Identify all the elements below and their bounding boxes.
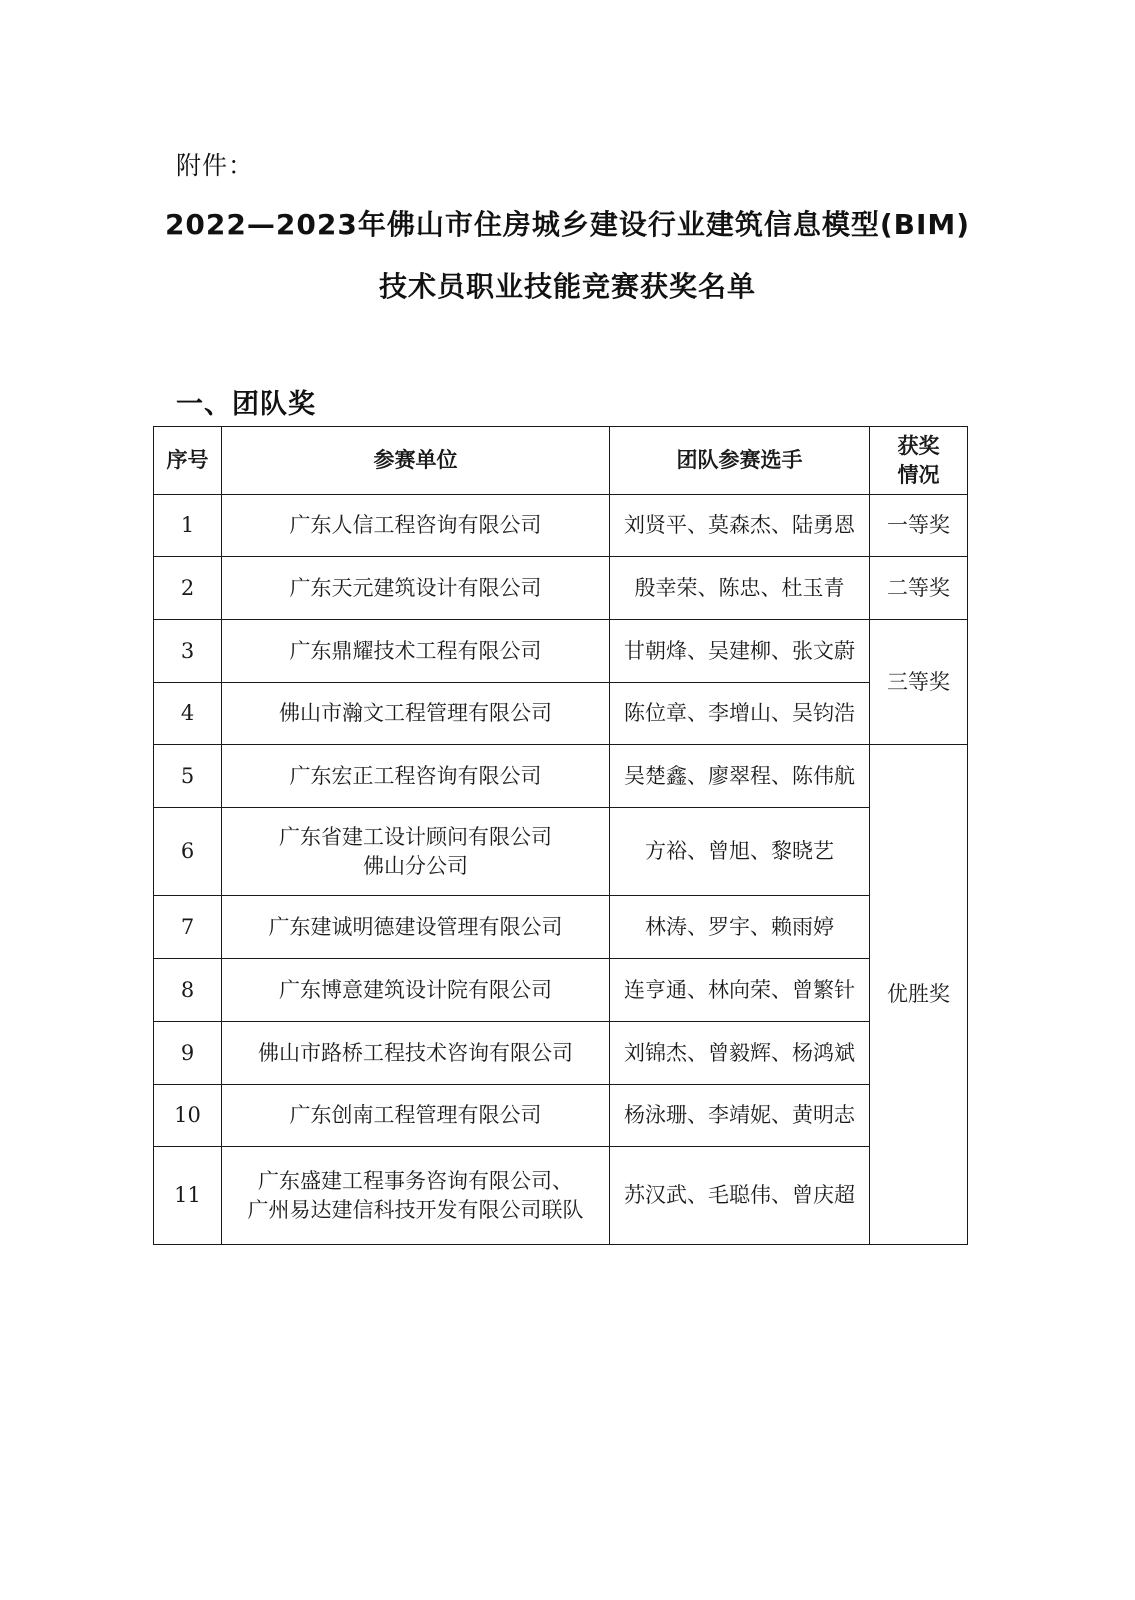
table-row xyxy=(154,959,968,1022)
row-players: 连亨通、林向荣、曾繁针 xyxy=(610,959,870,1022)
header-award-line1: 获奖 xyxy=(897,433,940,458)
table-row xyxy=(154,745,968,808)
row-players: 苏汉武、毛聪伟、曾庆超 xyxy=(610,1147,870,1245)
table-row xyxy=(154,1147,968,1245)
awards-table xyxy=(153,426,968,1245)
attachment-label: 附件： xyxy=(176,151,255,180)
row-seq: 10 xyxy=(154,1085,222,1147)
table-row xyxy=(154,620,968,683)
table-row xyxy=(154,896,968,959)
row-unit-line2: 佛山分公司 xyxy=(363,853,468,878)
header-seq: 序号 xyxy=(154,427,222,495)
table-row xyxy=(154,557,968,620)
document-title-line1: 2022—2023年佛山市住房城乡建设行业建筑信息模型(BIM) xyxy=(164,208,971,241)
row-unit: 佛山市路桥工程技术咨询有限公司 xyxy=(222,1022,610,1085)
award-first: 一等奖 xyxy=(870,495,968,557)
row-players: 吴楚鑫、廖翠程、陈伟航 xyxy=(610,745,870,808)
row-unit: 广东宏正工程咨询有限公司 xyxy=(222,745,610,808)
row-unit-line1: 广东省建工设计顾问有限公司 xyxy=(279,824,552,849)
row-unit: 广东创南工程管理有限公司 xyxy=(222,1085,610,1147)
row-seq: 7 xyxy=(154,896,222,959)
row-unit-line2: 广州易达建信科技开发有限公司联队 xyxy=(247,1197,584,1222)
row-seq: 3 xyxy=(154,620,222,683)
header-award-line2: 情况 xyxy=(897,462,940,487)
row-seq: 11 xyxy=(154,1147,222,1245)
row-seq: 6 xyxy=(154,808,222,896)
row-seq: 8 xyxy=(154,959,222,1022)
row-seq: 5 xyxy=(154,745,222,808)
award-third: 三等奖 xyxy=(870,620,968,745)
row-players: 林涛、罗宇、赖雨婷 xyxy=(610,896,870,959)
row-unit: 广东人信工程咨询有限公司 xyxy=(222,495,610,557)
row-unit: 广东博意建筑设计院有限公司 xyxy=(222,959,610,1022)
document-title-line2: 技术员职业技能竞赛获奖名单 xyxy=(378,270,756,303)
row-players: 殷幸荣、陈忠、杜玉青 xyxy=(610,557,870,620)
row-players: 方裕、曾旭、黎晓艺 xyxy=(610,808,870,896)
table-row xyxy=(154,1085,968,1147)
row-players: 刘贤平、莫森杰、陆勇恩 xyxy=(610,495,870,557)
table-row xyxy=(154,808,968,896)
section-heading: 一、团队奖 xyxy=(176,389,316,420)
row-unit: 广东建诚明德建设管理有限公司 xyxy=(222,896,610,959)
row-unit: 广东天元建筑设计有限公司 xyxy=(222,557,610,620)
award-excellence: 优胜奖 xyxy=(870,745,968,1245)
table-row xyxy=(154,1022,968,1085)
award-second: 二等奖 xyxy=(870,557,968,620)
table-header-row xyxy=(154,427,968,495)
row-seq: 2 xyxy=(154,557,222,620)
table-row xyxy=(154,495,968,557)
row-seq: 9 xyxy=(154,1022,222,1085)
row-unit xyxy=(222,808,610,896)
row-unit-line1: 广东盛建工程事务咨询有限公司、 xyxy=(258,1168,573,1193)
row-players: 甘朝烽、吴建柳、张文蔚 xyxy=(610,620,870,683)
header-unit: 参赛单位 xyxy=(222,427,610,495)
row-players: 陈位章、李增山、吴钧浩 xyxy=(610,683,870,745)
row-seq: 4 xyxy=(154,683,222,745)
row-players: 刘锦杰、曾毅辉、杨鸿斌 xyxy=(610,1022,870,1085)
row-unit xyxy=(222,1147,610,1245)
row-players: 杨泳珊、李靖妮、黄明志 xyxy=(610,1085,870,1147)
row-unit: 佛山市瀚文工程管理有限公司 xyxy=(222,683,610,745)
row-unit: 广东鼎耀技术工程有限公司 xyxy=(222,620,610,683)
table-row xyxy=(154,683,968,745)
row-seq: 1 xyxy=(154,495,222,557)
header-players: 团队参赛选手 xyxy=(610,427,870,495)
header-award xyxy=(870,427,968,495)
